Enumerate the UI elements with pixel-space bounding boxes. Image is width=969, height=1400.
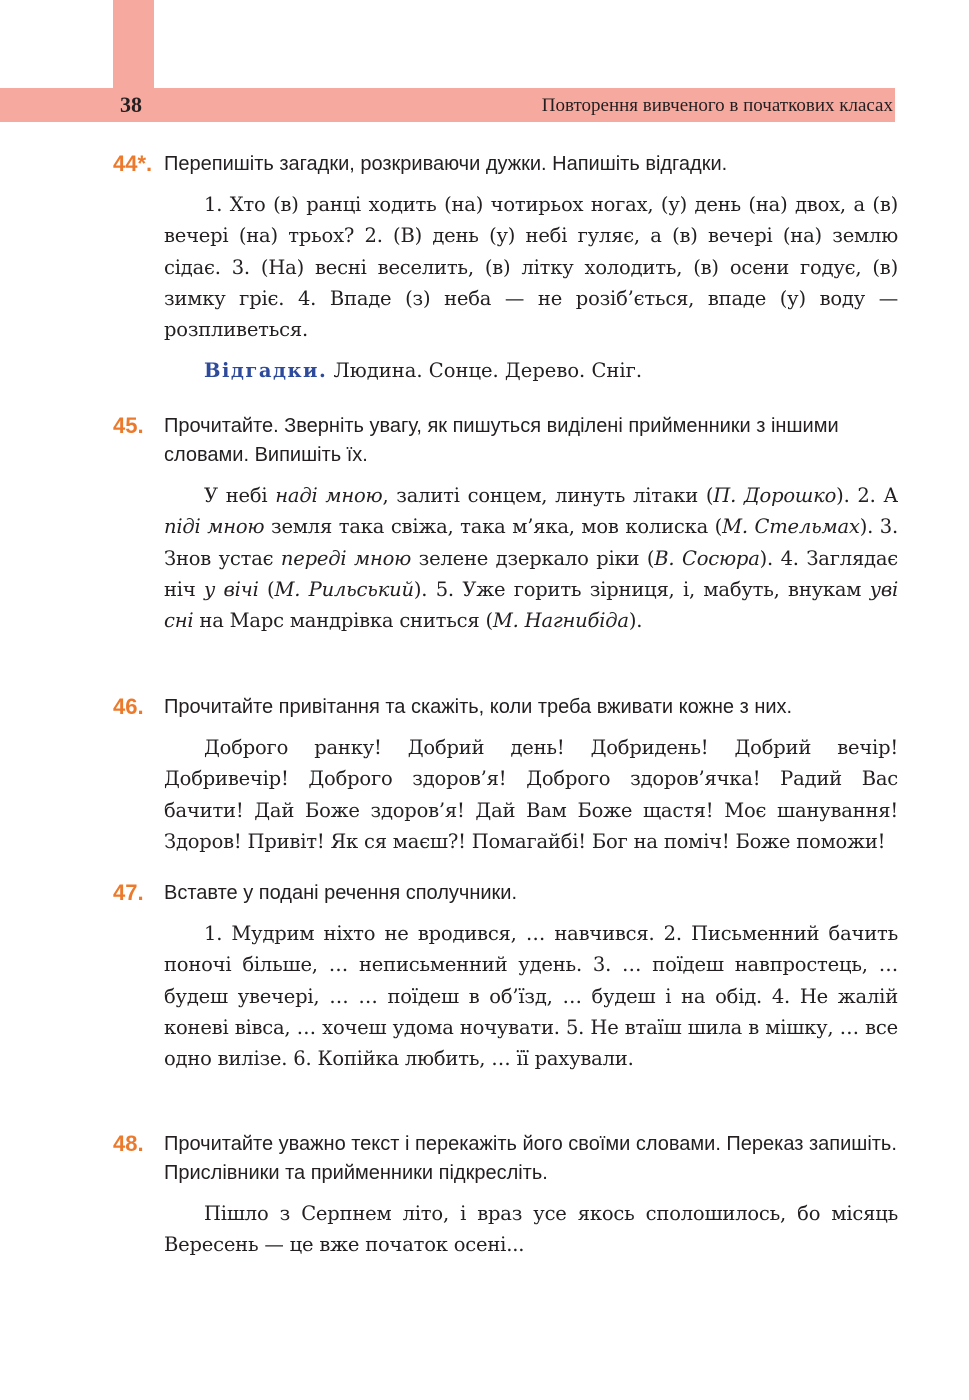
exercise-text: 1. Мудрим ніхто не вродився, … навчився. 2. Письменний бачить поночі більше, … неписьменний удень. 3. … поїдеш навпростець, … будеш увечері, … … поїдеш в об’їзд, … будеш і на обід. 4. Не жалій коневі вівса, … хочеш удома ночувати. 5. Не втаїш шила в мішку, … все одно вилізе. 6. Копійка любить, … її рахували.	[164, 922, 898, 1071]
exercise-number: 47.	[113, 880, 144, 905]
exercise-number: 46.	[113, 694, 144, 719]
exercise-45	[113, 412, 898, 636]
author: В. Сосюра	[654, 546, 760, 570]
running-title: Повторення вивченого в початкових класах	[541, 95, 893, 116]
highlighted-preposition: уві сні	[164, 577, 899, 633]
exercise-number: 48.	[113, 1131, 144, 1156]
author: М. Нагнибіда	[492, 609, 629, 633]
exercise-text: 1. Хто (в) ранці ходить (на) чотирьох ногах, (у) день (на) двох, а (в) вечері (на) трьох? 2. (В) день (у) небі гуляє, а (в) вечері (на) землю сідає. 3. (На) весні веселить, (в) літку холодить, (в) осени годує, (в) зимку гріє. 4. Впаде (з) неба — не розіб’ється, впаде (у) воду — розпливеться.	[164, 193, 898, 342]
author: М. Стельмах	[722, 515, 860, 539]
exercise-task: Вставте у подані речення сполучники.	[164, 882, 518, 904]
exercise-task: Прочитайте привітання та скажіть, коли треба вживати кожне з них.	[164, 696, 793, 718]
exercise-47	[113, 879, 898, 1074]
exercise-46	[113, 693, 898, 857]
highlighted-preposition: піді мною	[164, 515, 265, 539]
highlighted-preposition: у вічі	[203, 577, 259, 601]
answers-label: Відгадки.	[204, 359, 328, 383]
exercise-task: Прочитайте. Зверніть увагу, як пишуться виділені прийменники з іншими словами. Випишіть їх.	[164, 415, 839, 466]
exercise-44	[113, 150, 898, 386]
exercise-number: 45.	[113, 413, 144, 438]
exercise-number: 44*.	[113, 151, 153, 176]
exercise-text: Пішло з Серпнем літо, і враз усе якось сполошилось, бо місяць Вересень — це вже початок осені...	[164, 1202, 898, 1257]
exercise-task: Прочитайте уважно текст і перекажіть його своїми словами. Переказ запишіть. Прислівники та прийменники підкресліть.	[164, 1133, 897, 1184]
answers	[164, 355, 898, 386]
highlighted-preposition: наді мною	[275, 484, 383, 507]
exercise-task: Перепишіть загадки, розкриваючи дужки. Напишіть відгадки.	[164, 153, 728, 175]
highlighted-preposition: переді мною	[280, 546, 412, 570]
author: П. Дорошко	[713, 484, 837, 507]
exercise-text: Доброго ранку! Добрий день! Добридень! Добрий вечір! Добривечір! Доброго здоров’я! Доброго здоров’ячка! Радий Вас бачити! Дай Боже здоров’я! Дай Вам Боже щастя! Моє шанування! Здоров! Привіт! Як ся маєш?! Помагайбі! Бог на поміч! Боже поможи!	[164, 736, 898, 853]
page-number: 38	[120, 92, 142, 117]
exercise-text: У небі наді мною, залиті сонцем, линуть літаки (П. Дорошко). 2. А піді мною земля така свіжа, така м’яка, мов колиска (М. Стельмах). 3. Знов устає переді мною зелене дзеркало ріки (В. Сосюра). 4. Заглядає ніч у вічі (М. Рильський). 5. Уже горить зірниця, і, мабуть, внукам уві сні на Марс мандрівка сниться (М. Нагнибіда).	[164, 484, 899, 633]
exercise-48	[113, 1130, 898, 1261]
answers-text: Людина. Сонце. Дерево. Сніг.	[333, 359, 643, 383]
author: М. Рильський	[274, 577, 414, 601]
